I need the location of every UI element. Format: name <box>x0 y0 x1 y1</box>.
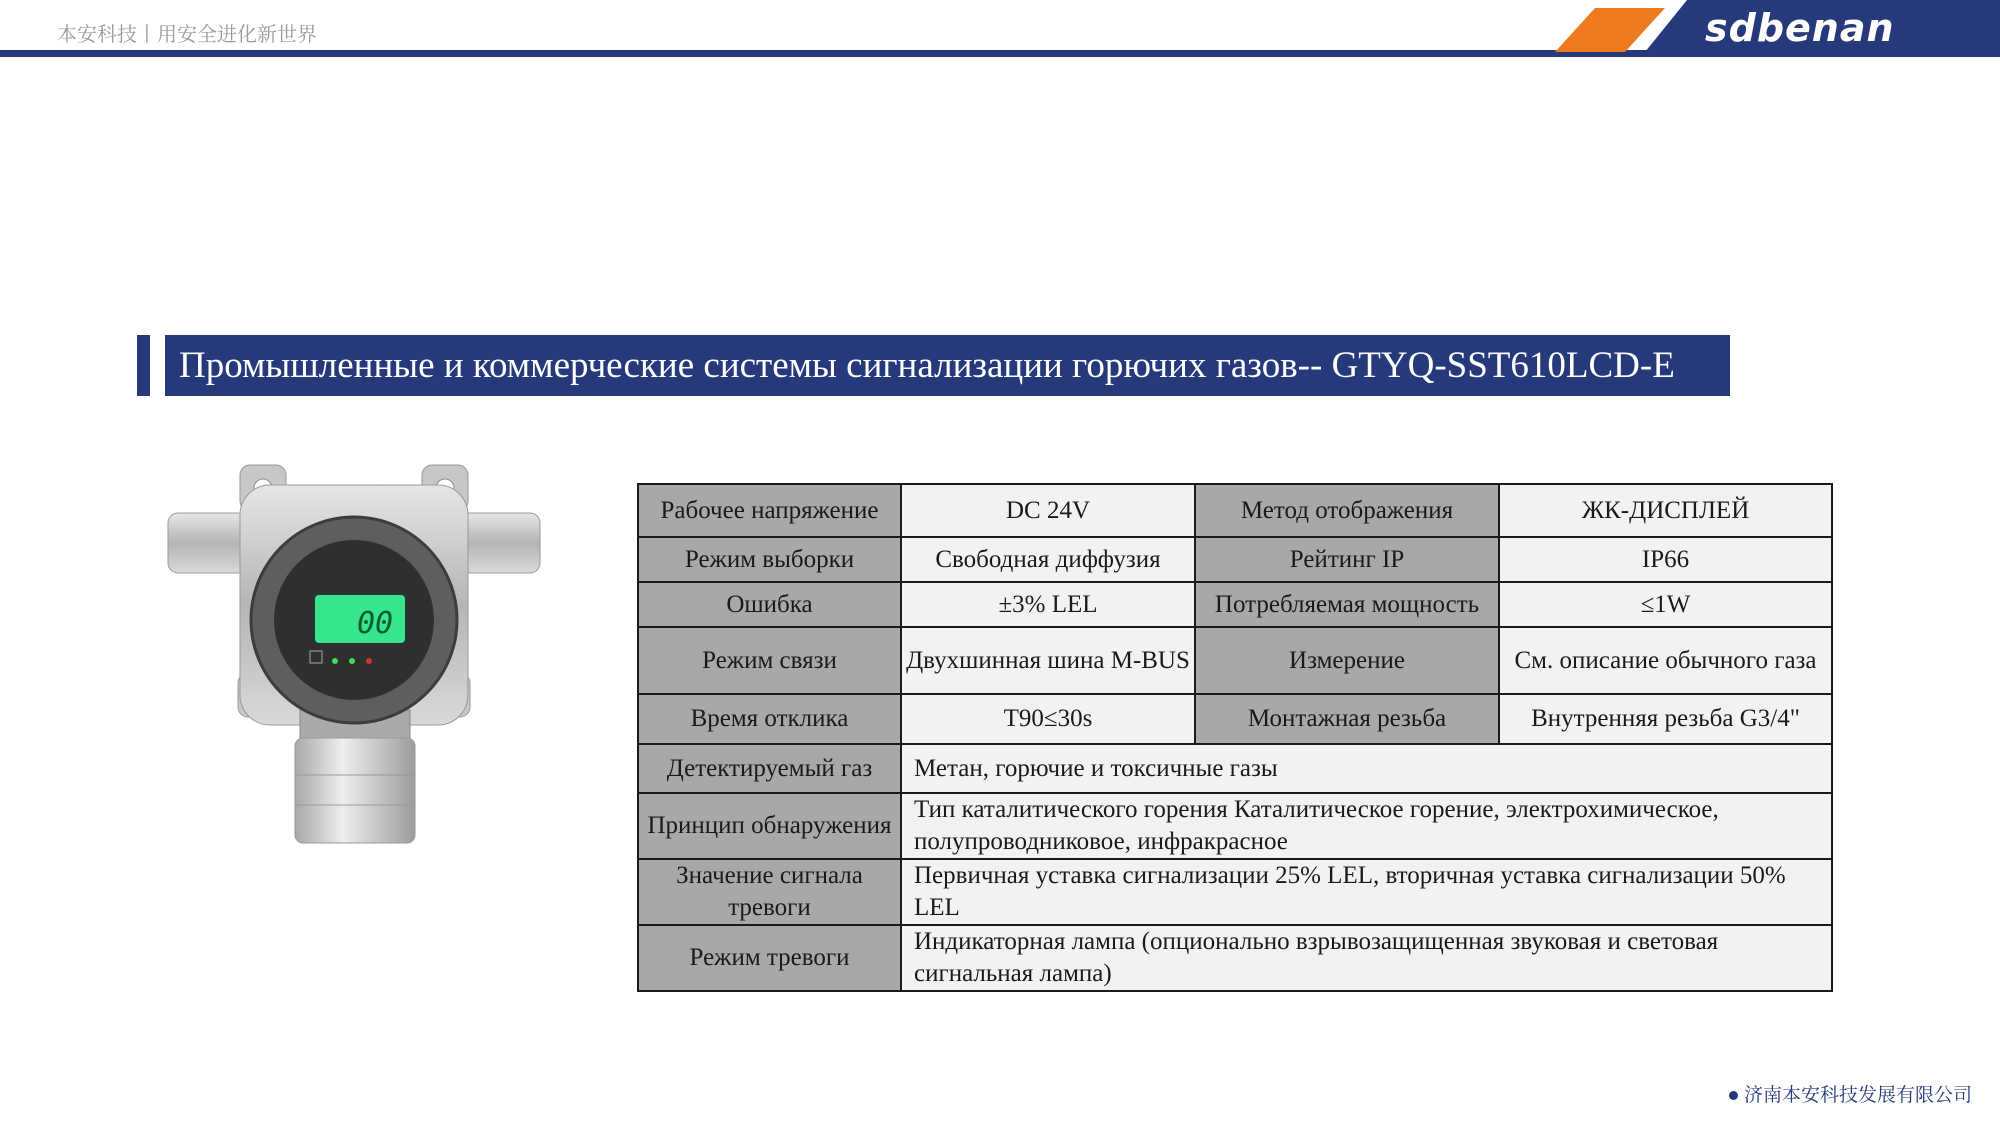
spec-label: Потребляемая мощность <box>1195 582 1499 627</box>
spec-table <box>637 483 1833 992</box>
title-accent-bar <box>137 335 150 396</box>
bullet-dot-icon <box>1729 1091 1738 1100</box>
company-logo: sdbenan <box>1705 6 1895 50</box>
spec-label: Рабочее напряжение <box>638 484 901 537</box>
table-row <box>638 484 1832 537</box>
spec-value: Двухшинная шина M-BUS <box>901 627 1195 694</box>
spec-value: ≤1W <box>1499 582 1832 627</box>
spec-label: Режим тревоги <box>638 925 901 991</box>
table-row <box>638 582 1832 627</box>
spec-value: Тип каталитического горения Каталитическое горение, электрохимическое, полупроводниковое, инфракрасное <box>901 793 1832 859</box>
spec-value: Метан, горючие и токсичные газы <box>901 744 1832 793</box>
spec-label: Значение сигнала тревоги <box>638 859 901 925</box>
table-row <box>638 925 1832 991</box>
page-header <box>0 0 2000 60</box>
spec-label: Монтажная резьба <box>1195 694 1499 744</box>
page-title: Промышленные и коммерческие системы сигнализации горючих газов-- GTYQ-SST610LCD-E <box>165 335 1730 396</box>
spec-value: T90≤30s <box>901 694 1195 744</box>
footer-company <box>1729 1080 1972 1107</box>
spec-value: См. описание обычного газа <box>1499 627 1832 694</box>
lcd-reading: 00 <box>356 606 394 641</box>
spec-value: ЖК-ДИСПЛЕЙ <box>1499 484 1832 537</box>
gas-detector-product-image <box>160 455 550 855</box>
table-row <box>638 744 1832 793</box>
table-row <box>638 627 1832 694</box>
spec-label: Детектируемый газ <box>638 744 901 793</box>
table-row <box>638 859 1832 925</box>
spec-value: Индикаторная лампа (опционально взрывозащищенная звуковая и световая сигнальная лампа) <box>901 925 1832 991</box>
spec-value: Внутренняя резьба G3/4" <box>1499 694 1832 744</box>
spec-label: Режим связи <box>638 627 901 694</box>
header-slogan: 本安科技丨用安全进化新世界 <box>57 22 317 46</box>
table-row <box>638 793 1832 859</box>
spec-value: ±3% LEL <box>901 582 1195 627</box>
spec-label: Измерение <box>1195 627 1499 694</box>
table-row <box>638 694 1832 744</box>
spec-label: Ошибка <box>638 582 901 627</box>
spec-label: Метод отображения <box>1195 484 1499 537</box>
spec-label: Рейтинг IP <box>1195 537 1499 582</box>
spec-label: Время отклика <box>638 694 901 744</box>
spec-value: Свободная диффузия <box>901 537 1195 582</box>
spec-value: IP66 <box>1499 537 1832 582</box>
spec-label: Режим выборки <box>638 537 901 582</box>
spec-value: DC 24V <box>901 484 1195 537</box>
footer-company-name: 济南本安科技发展有限公司 <box>1743 1084 1972 1106</box>
spec-label: Принцип обнаружения <box>638 793 901 859</box>
table-row <box>638 537 1832 582</box>
spec-value: Первичная уставка сигнализации 25% LEL, вторичная уставка сигнализации 50% LEL <box>901 859 1832 925</box>
